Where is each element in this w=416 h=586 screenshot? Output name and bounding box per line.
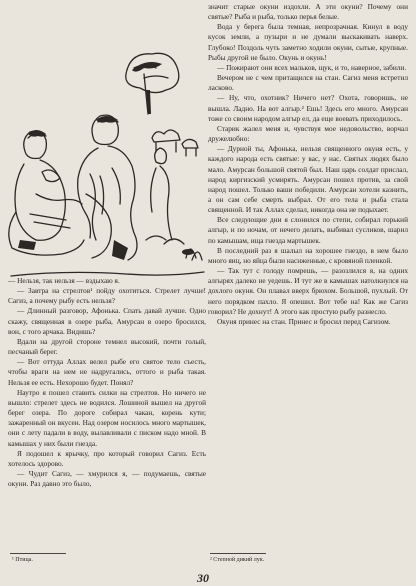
paragraph: Старик жалел меня и, чувствуя мое недовольство, ворчал дружелюбно:: [208, 123, 408, 144]
right-column: [208, 2, 408, 327]
paragraph: Вдали на другой стороне темнел высокий, почти голый, песчаный берег.: [8, 336, 206, 357]
footnote-right: ² Степной дикий лук.: [210, 557, 265, 563]
paragraph: Все следующие дни я слонился по степи, собирал горький алгыр, и по ночам, от нечего делать, выбивал сусликов, шарил по камышам, ища гнезда мартышек.: [208, 215, 408, 245]
paragraph: — Завтра на стрелтов¹ пойду охотиться. Стрелет лучше! Сагиз, а почему рыбу есть нельзя?: [8, 286, 206, 306]
illustration-hunters-drawing: [6, 44, 206, 282]
left-column: [8, 276, 206, 489]
paragraph: Вечером не с чем притащился на стан. Сагиз меня встретил ласково.: [208, 73, 408, 93]
paragraph: — Так тут с голоду помрешь, — разозлился я, на одних алгырях далеко не уедешь. И тут же в камышах натолкнулся на дохлого окуня. Он плавал вверх брюхом. Большой, пухлый. От него порядком пахло. Я опешил. Вот тебе на! Как же Сагиз говорил? Не дохнут! А этого как простую рыбу разнесло.: [208, 266, 408, 316]
paragraph: Наутро я пошел ставить силки на стрелтов. Но ничего не вышло: стрелет здесь не водился. Лошиной вышел на другой берег озера. По дороге собирал чакан, корень кути; зажаренный он вкусен. Над озером носилось много мартышек, они с лету падали в воду, вылавливали с писком надо мной. В камышах у них были гнезда.: [8, 387, 206, 448]
paragraph: — Дурной ты, Афонька, нельзя священного окуня есть, у каждого народа есть святые: у вас, у нас. Святых людях было мало. Амурсан большой святой был. Наш царь солдат прислал, народ киргизский усмирять. Амурсан пошел против, за свой народ пошел. Только ваши победили. Амурсан хотели казнить, а он сам себе смерть выбрал. От его тела и рыба стала священной. И так Аллах сделал, никогда она не подыхает.: [208, 144, 408, 215]
footnote-left: ¹ Птица.: [12, 557, 33, 563]
paragraph: — Пожирают они всех мальков, щук, и то, наверное, забили.: [217, 62, 407, 72]
paragraph: значит старые окуни издохли. А эти окуни? Почему они святые? Рыба и рыба, только перья белые.: [208, 2, 408, 22]
page-number: 30: [197, 571, 209, 585]
footnote-divider: [210, 553, 266, 554]
paragraph: Вода у берега была темная, непрозрачная. Кинул в воду кусок земли, а пузыри и не думали выскакивать наверх. Глубоко! Поздоль чуть заметно ходили окуни, сытые, крупные. Рыбы другой не было. Окунь и окунь!: [208, 22, 408, 62]
paragraph: — Ну, что, охотник? Ничего нет? Охота, говоришь, не вышла. Ладно. На вот алгыр.² Ешь! Здесь его много. Амурсан тоже со своим народом алгыр ел, да еще воевать приходилось.: [208, 93, 408, 123]
paragraph: В последний раз я шалыл на хорошее гнездо, в нем было много яиц, но яйца были насиженные, с кровяной пленкой.: [208, 245, 408, 265]
paragraph: Я подошел к ярычку, про который говорил Сагиз. Есть хотелось здорово.: [8, 448, 206, 468]
footnote-divider: [10, 553, 66, 554]
paragraph: Окуня принес на стан. Принес и бросил перед Сагизом.: [217, 316, 391, 326]
paragraph: — Чудит Сагиз, — хмурился я, — подумаешь, святые окуни. Раз давно это было,: [8, 468, 206, 489]
paragraph: — Длинный разговор, Афонька. Спать давай лучше. Одно скажу, священная в озере рыба, Амурсан в озеро бросился, вон, с того арчака. Видишь?: [8, 306, 206, 336]
paragraph: — Вот оттуда Аллах велел рыбе его святое тело съесть, чтобы враги на нем не надругались, оттого и рыба такая. Нельзя ее есть. Нехорошо будет. Понял?: [8, 357, 206, 387]
paragraph: — Нельзя, так нельзя — вздыхаю я.: [8, 276, 120, 285]
